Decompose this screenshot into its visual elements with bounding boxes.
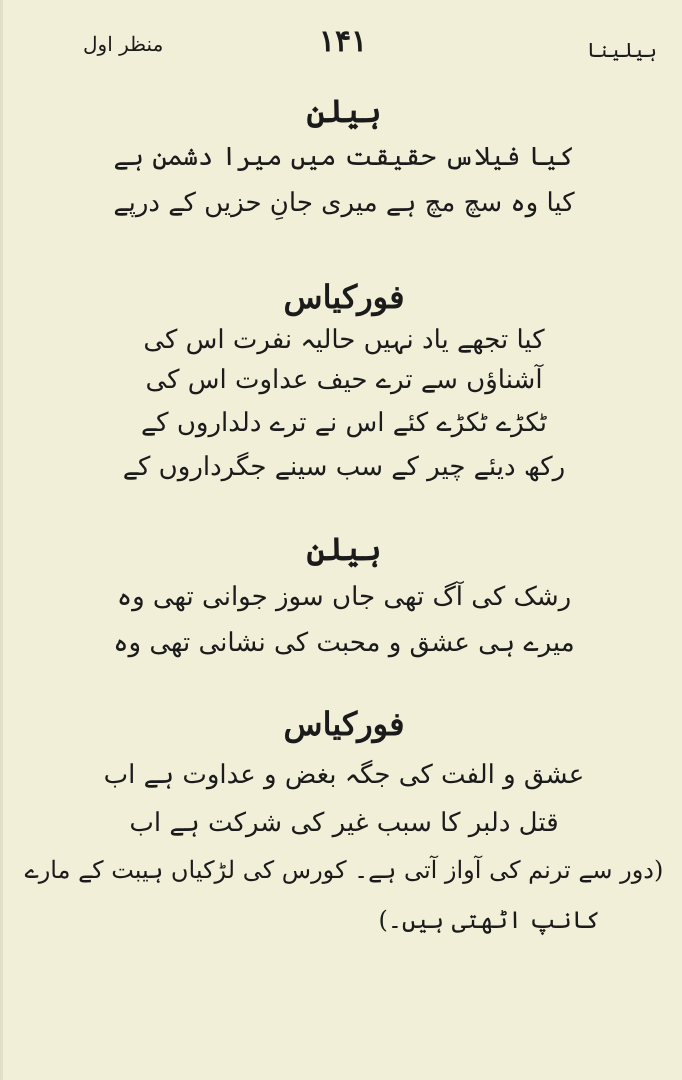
stage-direction-line: کانپ اٹھتی ہیں۔): [378, 906, 600, 934]
speaker-name: فورکیاس: [283, 705, 405, 743]
page-number: ۱۴۱: [318, 24, 368, 59]
verse-line: کیا وہ سچ مچ ہے میری جانِ حزیں کے درپے: [113, 188, 575, 218]
verse-line: آشناؤں سے ترے حیف عداوت اس کی: [145, 365, 543, 395]
speaker-name: ہیلن: [306, 92, 382, 130]
stage-direction-line: (دور سے ترنم کی آواز آتی ہے۔ کورس کی لڑکیاں ہیبت کے مارے: [24, 856, 664, 884]
verse-line: رشک کی آگ تھی جاں سوز جوانی تھی وہ: [116, 582, 572, 612]
page-header: [3, 22, 682, 72]
verse-line: کیا فیلاس حقیقت میں میرا دشمن ہے: [113, 142, 575, 172]
verse-line: ٹکڑے ٹکڑے کئے اس نے ترے دلداروں کے: [140, 408, 548, 438]
verse-line: عشق و الفت کی جگہ بغض و عداوت ہے اب: [103, 760, 585, 790]
verse-line: کیا تجھے یاد نہیں حالیہ نفرت اس کی: [143, 325, 545, 355]
verse-line: رکھ دیئے چیر کے سب سینے جگرداروں کے: [122, 452, 566, 482]
verse-line: قتل دلبر کا سبب غیر کی شرکت ہے اب: [129, 808, 559, 838]
verse-line: میرے ہی عشق و محبت کی نشانی تھی وہ: [113, 628, 575, 658]
book-title: ہیلینا: [586, 38, 657, 62]
speaker-name: فورکیاس: [283, 278, 405, 316]
chapter-heading: منظر اول: [83, 32, 164, 56]
speaker-name: ہیلن: [306, 530, 382, 568]
